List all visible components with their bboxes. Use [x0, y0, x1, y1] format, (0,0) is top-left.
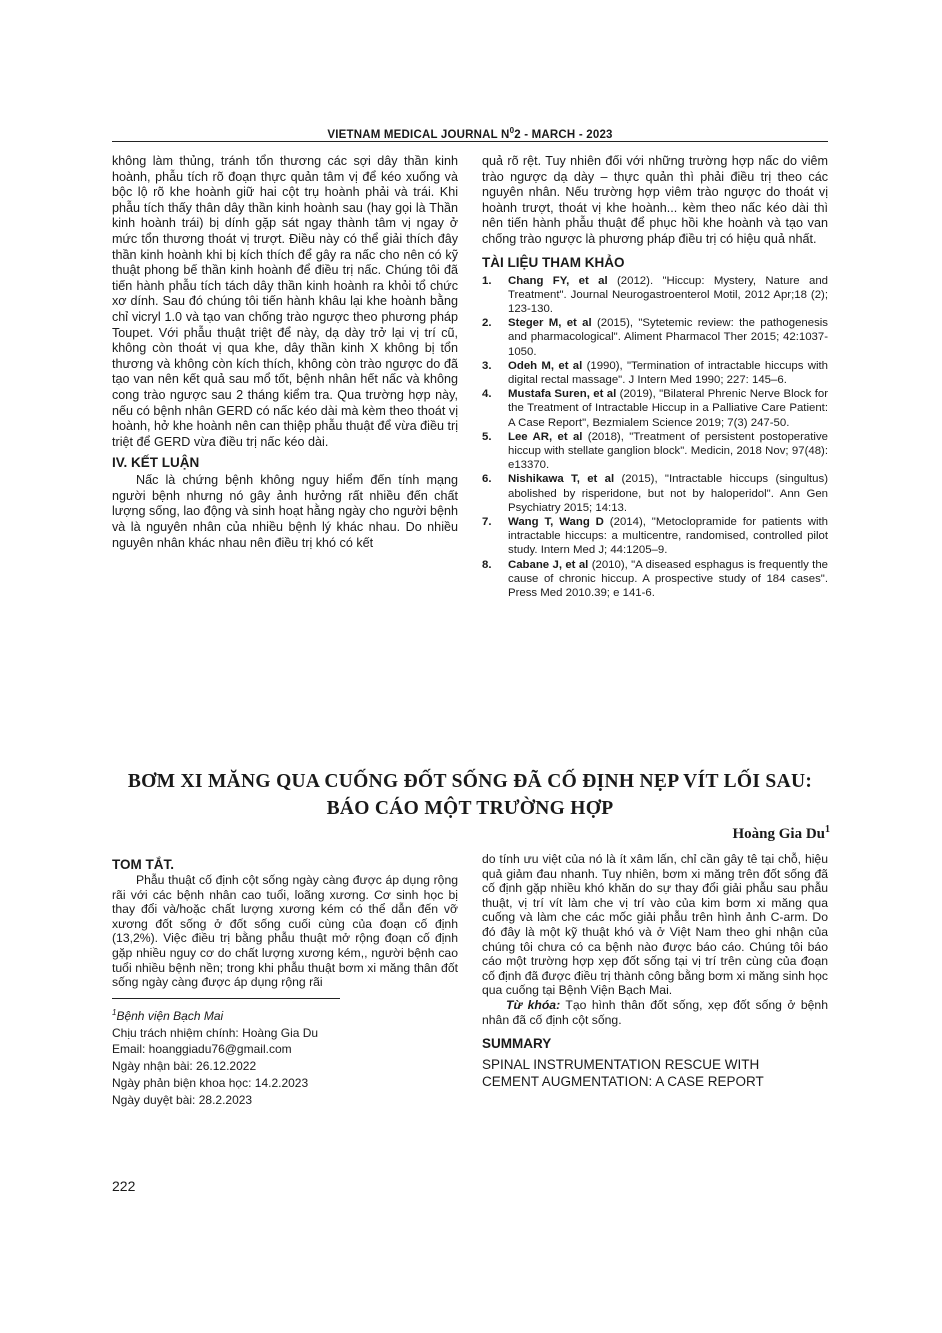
reference-item [482, 387, 828, 430]
reference-text: (2012). "Hiccup: Mystery, Nature and Treatment". Journal Neurogastroenterol Motil, 2012 Apr;18 (2); 123-130. [508, 274, 828, 315]
page-number: 222 [112, 1178, 136, 1194]
right-column-top [482, 154, 828, 600]
abstract-heading [112, 856, 458, 873]
reference-text: (2010), "A diseased esphagus is frequently the cause of chronic hiccup. A prospective study of 184 cases". Press Med 2010.39; e 141-6. [508, 558, 828, 600]
reference-number: 5. [482, 430, 492, 443]
footnote-affiliation [112, 1005, 458, 1025]
reference-text: (1990), "Termination of intractable hiccups with digital rectal massage". J Intern Med 1990; 227: 145–6. [508, 359, 828, 386]
reference-item [482, 515, 828, 558]
reference-author: Cabane J, et al [508, 558, 589, 571]
header-rule [112, 141, 828, 142]
author-name: Hoàng Gia Du [732, 826, 825, 842]
discussion-paragraph: không làm thủng, tránh tổn thương các sợi dây thần kinh hoành, phẫu tích rõ đoạn thực quản tâm vị để kéo xuống và bộc lộ rõ khe hoành giữ hai cột trụ hoành phải và trái. Khi phẫu tích thấy thân dây thần kinh hoành sau (hay gọi là Thần kinh hoành trái) bị dính gặp sát ngay thành tâm vị ngay ở mức tổn thương thoát vị trượt. Điều này có thể giải thích đây thần kinh hoành khi bị kích thích để gây ra nấc cho nên có kỹ thuật phong bế thần kinh hoành để điều trị nấc. Chúng tôi đã tiến hành phẫu tích tách dây thần kinh hoành ra khỏi tổ chức xơ dính. Sau đó chúng tôi tiến hành khâu lại khe hoành bằng chỉ vicryl 1.0 và tạo van chống trào ngược theo phương pháp Toupet. Với phẫu thuật triệt để này, dạ dày trở lại vị trí cũ, không còn thoát vị qua khe, dây thần kinh X không bị tổn thương và không còn kích thích, không còn trào ngược do đã tạo van nên kết quả sau mổ tốt, bệnh nhân hết nấc và không cong trào ngược sau 2 tháng kiểm tra. Qua trường hợp này, nếu có bệnh nhân GERD có nấc kéo dài mà kèm theo thoát vị hoành, hở khe hoành nên can thiệp phẫu thuật để vừa điều trị triệt để GERD vừa điều trị nấc kéo dài. [112, 154, 458, 449]
footnote-received: Ngày nhận bài: 26.12.2022 [112, 1059, 257, 1074]
article-title-line: BÁO CÁO MỘT TRƯỜNG HỢP [326, 798, 614, 819]
abstract-heading-text: TOM TẮT [112, 857, 171, 872]
issue-date: 2 - MARCH - 2023 [514, 128, 613, 141]
affiliation-text: Bệnh viện Bạch Mai [116, 1008, 224, 1023]
left-column-bottom [112, 856, 458, 1109]
author-affiliation-mark: 1 [825, 824, 830, 835]
reference-item [482, 558, 828, 601]
summary-title-line: SPINAL INSTRUMENTATION RESCUE WITH [482, 1057, 760, 1073]
affiliation-mark: 1 [112, 1007, 117, 1017]
abstract-paragraph: Phẫu thuật cố định cột sống ngày càng được áp dụng rộng rãi với các bệnh nhân cao tuổi, loãng xương. Cơ sinh học bị thay đổi và/hoặc chất lượng xương kém có thể dẫn đến vỡ xương đốt sống ở đốt sống cuối cùng của đoạn cố định (13,2%). Việc điều trị bằng phẫu thuật mở rộng đoạn cố định gặp nhiều nguy cơ do chất lượng xương kém,, người bệnh cao tuổi nhiều bệnh nền; trong khi phẫu thuật bơm xi măng thân đốt sống ngày càng được áp dụng rộng rãi [112, 873, 458, 990]
reference-author: Odeh M, et al [508, 359, 583, 372]
keywords-text: Tạo hình thân đốt sống, xẹp đốt sống ở bệnh nhân đã cố định cột sống. [482, 997, 828, 1027]
reference-number: 3. [482, 359, 492, 372]
conclusion-paragraph-continued: quả rõ rệt. Tuy nhiên đối với những trường hợp nấc do viêm trào ngược dạ dày – thực quản thì phải điều trị theo các nguyên nhân. Nếu trường hợp viêm trào ngược do thoát vị hoành trượt, thoát vị khe hoành... kèm theo nấc kéo dài thì nên tiến hành phẫu thuật để phục hồi khe hoành và tạo van chống trào ngược là phương pháp điều trị có hiệu quả nhất. [482, 154, 828, 246]
conclusion-heading: IV. KẾT LUẬN [112, 455, 200, 471]
footnote-accepted: Ngày duyệt bài: 28.2.2023 [112, 1092, 253, 1107]
footnote-reviewed: Ngày phản biện khoa học: 14.2.2023 [112, 1075, 309, 1090]
reference-text: (2018), "Treatment of persistent postoperative hiccup with stellate ganglion block". Medicin, 2018 Nov; 97(48): e13370. [508, 430, 828, 472]
journal-name: VIETNAM MEDICAL JOURNAL N [327, 128, 510, 141]
reference-number: 8. [482, 558, 492, 571]
references-heading: TÀI LIỆU THAM KHẢO [482, 254, 625, 270]
article-title-line: BƠM XI MĂNG QUA CUỐNG ĐỐT SỐNG ĐÃ CỐ ĐỊNH NẸP VÍT LỐI SAU: [127, 771, 813, 792]
issue-superscript: 0 [509, 126, 515, 135]
reference-list [482, 274, 828, 601]
reference-author: Mustafa Suren, et al [508, 388, 617, 401]
abstract-paragraph-continued: do tính ưu việt của nó là ít xâm lấn, chỉ cần gây tê tại chỗ, hiệu quả giảm đau nhanh. Tuy nhiên, bơm xi măng trên đốt sống đã cố định gặp nhiều khó khăn do sự thay đổi giải phẫu sau phẫu thuật, vị trí vít làm che vị trí vào của kim bơm xi măng qua cuống và làm che các mốc giải phẫu trên hình ảnh C-arm. Do đó đây là một kỹ thuật khó và ở Việt Nam theo ghi nhận của chúng tôi chưa có ca bệnh nào được báo cáo. Chúng tôi báo cáo một trường hợp xẹp đốt sống tại vị trí trên cùng của đoạn cố định đã được điều trị thành công bằng bơm xi măng sinh học qua cuống tại Bệnh Viện Bạch Mai. [482, 852, 828, 998]
reference-item [482, 359, 828, 387]
article-author [732, 824, 830, 843]
summary-title-line: CEMENT AUGMENTATION: A CASE REPORT [482, 1074, 764, 1090]
reference-item [482, 430, 828, 473]
reference-item [482, 472, 828, 515]
reference-number: 4. [482, 388, 492, 401]
reference-number: 2. [482, 317, 492, 330]
keywords-line [482, 998, 828, 1027]
journal-header [112, 126, 828, 141]
reference-number: 1. [482, 274, 492, 287]
article-title [112, 768, 828, 822]
abstract-heading-suffix: . [170, 857, 175, 872]
summary-title [482, 1056, 828, 1090]
summary-heading: SUMMARY [482, 1036, 552, 1052]
right-column-bottom [482, 852, 828, 1090]
reference-text: (2014), "Metoclopramide for patients with intractable hiccups: a multicentre, randomised, controlled pilot study. Intern Med J; 44:1205–9. [508, 516, 828, 557]
reference-author: Wang T, Wang D [508, 516, 604, 529]
conclusion-paragraph: Nấc là chứng bệnh không nguy hiểm đến tính mạng người bệnh nhưng nó gây ảnh hưởng rất nhiều đến chất lượng sống, lao động và sinh hoạt hằng ngày cho người bệnh và là nguyên nhân của nhiều bệnh lý khác nhau. Do nhiều nguyên nhân khác nhau nên điều trị khó có kết [112, 473, 458, 550]
reference-item [482, 316, 828, 359]
footnote-responsible: Chịu trách nhiệm chính: Hoàng Gia Du [112, 1025, 319, 1040]
reference-number: 7. [482, 516, 492, 529]
reference-author: Lee AR, et al [508, 430, 583, 443]
reference-author: Nishikawa T, et al [508, 473, 615, 486]
reference-author: Steger M, et al [508, 317, 592, 330]
reference-text: (2015), "Sytetemic review: the pathogenesis and pharmacological". Aliment Pharmacol Ther 2015; 42:1037-1050. [508, 317, 828, 358]
footnote-email: Email: hoanggiadu76@gmail.com [112, 1042, 292, 1057]
reference-text: (2015), "Intractable hiccups (singultus) abolished by risperidone, but not by haloperidol". Ann Gen Psychiatry 2015; 14:13. [508, 473, 828, 514]
reference-number: 6. [482, 473, 492, 486]
footnote-rule [112, 998, 340, 999]
left-column-top [112, 154, 458, 551]
reference-item [482, 274, 828, 317]
keywords-label: Từ khóa: [506, 997, 561, 1012]
reference-text: (2019), "Bilateral Phrenic Nerve Block for the Treatment of Intractable Hiccup in a Palliative Care Patient: A Case Report", Bezmialem Science 2019; 7(3) 247-50. [508, 388, 828, 429]
reference-author: Chang FY, et al [508, 274, 608, 287]
